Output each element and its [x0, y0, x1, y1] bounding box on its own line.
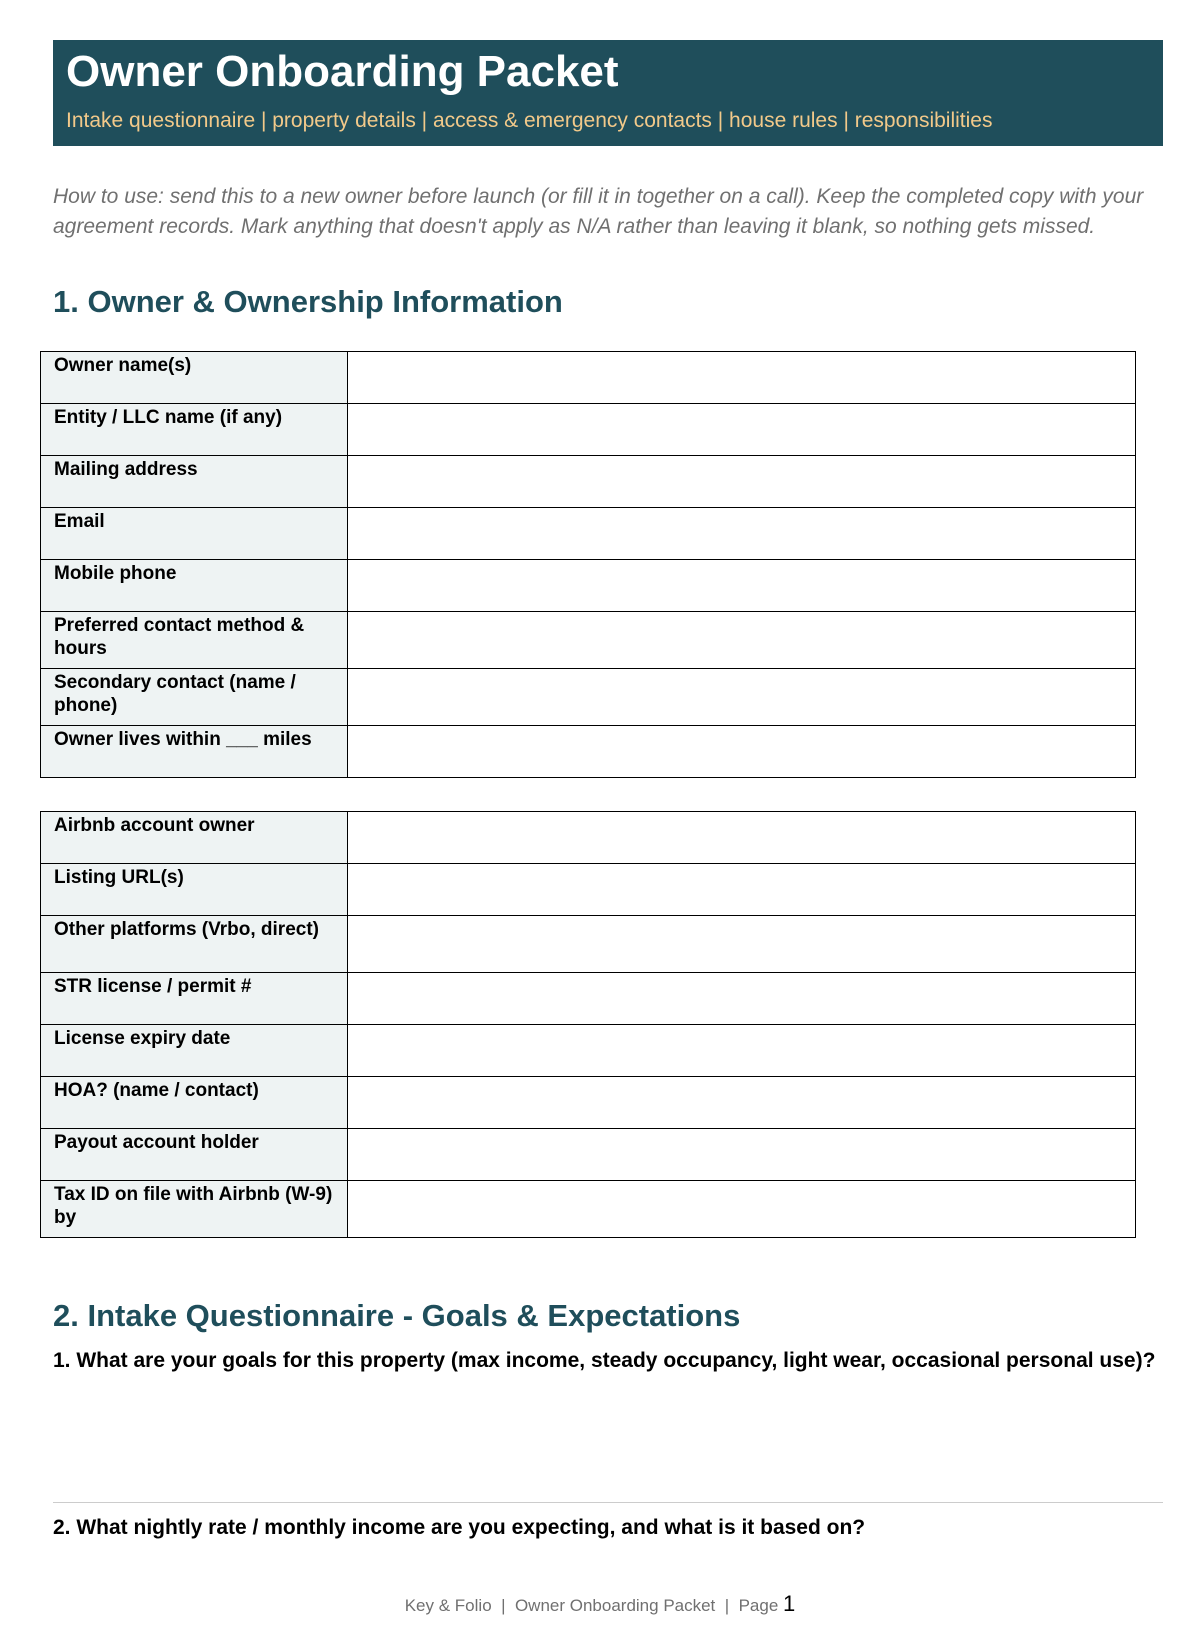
field-label: Other platforms (Vrbo, direct): [41, 916, 348, 973]
field-label: Mailing address: [41, 456, 348, 508]
field-label: STR license / permit #: [41, 973, 348, 1025]
field-label: Mobile phone: [41, 560, 348, 612]
airbnb-account-owner-field[interactable]: [348, 812, 1136, 864]
page-title: Owner Onboarding Packet: [66, 47, 619, 96]
question-2: 2. What nightly rate / monthly income are you expecting, and what is it based on?: [53, 1516, 866, 1539]
table-row: [41, 669, 1136, 726]
hoa-field[interactable]: [348, 1077, 1136, 1129]
field-label: Payout account holder: [41, 1129, 348, 1181]
listing-info-table: [40, 811, 1136, 1238]
preferred-contact-field[interactable]: [348, 612, 1136, 669]
table-row: [41, 812, 1136, 864]
table-row: [41, 1025, 1136, 1077]
field-label: Email: [41, 508, 348, 560]
table-row: [41, 352, 1136, 404]
page-number: 1: [783, 1591, 796, 1616]
license-expiry-field[interactable]: [348, 1025, 1136, 1077]
table-row: [41, 612, 1136, 669]
owner-distance-field[interactable]: [348, 726, 1136, 778]
mailing-address-field[interactable]: [348, 456, 1136, 508]
table-row: [41, 404, 1136, 456]
tax-id-field[interactable]: [348, 1181, 1136, 1238]
table-row: [41, 726, 1136, 778]
field-label: License expiry date: [41, 1025, 348, 1077]
page-footer: [0, 1591, 1200, 1619]
header-banner: [53, 40, 1163, 146]
field-label: Owner name(s): [41, 352, 348, 404]
question-1: 1. What are your goals for this property (max income, steady occupancy, light wear, occasional personal use)?: [53, 1349, 1156, 1372]
table-row: [41, 864, 1136, 916]
str-license-field[interactable]: [348, 973, 1136, 1025]
listing-url-field[interactable]: [348, 864, 1136, 916]
section-1-title: 1. Owner & Ownership Information: [53, 284, 563, 319]
secondary-contact-field[interactable]: [348, 669, 1136, 726]
email-field[interactable]: [348, 508, 1136, 560]
mobile-phone-field[interactable]: [348, 560, 1136, 612]
table-row: [41, 973, 1136, 1025]
field-label: Preferred contact method & hours: [41, 612, 348, 669]
field-label: Airbnb account owner: [41, 812, 348, 864]
other-platforms-field[interactable]: [348, 916, 1136, 973]
table-row: [41, 560, 1136, 612]
instructions-text: How to use: send this to a new owner before launch (or fill it in together on a call). Keep the completed copy with your agreement records. Mark anything that doesn't apply as N/A rather than leaving it blank, so nothing gets missed.: [53, 185, 1144, 238]
footer-text: Key & Folio | Owner Onboarding Packet | Page: [404, 1596, 779, 1615]
payout-account-holder-field[interactable]: [348, 1129, 1136, 1181]
table-row: [41, 1077, 1136, 1129]
answer-divider: [53, 1502, 1163, 1503]
field-label: Secondary contact (name / phone): [41, 669, 348, 726]
field-label: Entity / LLC name (if any): [41, 404, 348, 456]
field-label: Listing URL(s): [41, 864, 348, 916]
section-2-title: 2. Intake Questionnaire - Goals & Expectations: [53, 1298, 741, 1333]
entity-llc-field[interactable]: [348, 404, 1136, 456]
field-label: Tax ID on file with Airbnb (W-9) by: [41, 1181, 348, 1238]
owner-info-table: [40, 351, 1136, 778]
table-row: [41, 1181, 1136, 1238]
table-row: [41, 916, 1136, 973]
field-label: HOA? (name / contact): [41, 1077, 348, 1129]
owner-name-field[interactable]: [348, 352, 1136, 404]
table-row: [41, 508, 1136, 560]
page-subtitle: Intake questionnaire | property details | access & emergency contacts | house rules | responsibilities: [66, 109, 993, 132]
table-row: [41, 456, 1136, 508]
table-row: [41, 1129, 1136, 1181]
field-label: Owner lives within ___ miles: [41, 726, 348, 778]
